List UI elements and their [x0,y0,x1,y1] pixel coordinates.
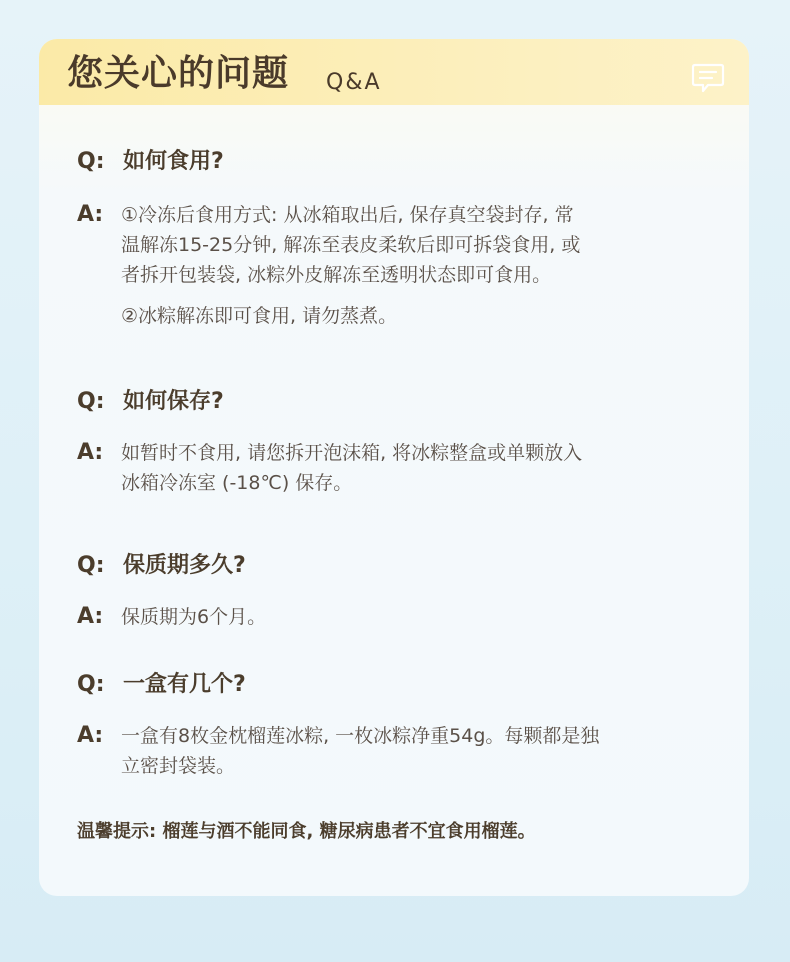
answer-line: 保质期为6个月。 [121,606,267,628]
answer-line: ①冷冻后食用方式: 从冰箱取出后, 保存真空袋封存, 常 [121,204,574,226]
answer-1-extra: ②冰粽解冻即可食用, 请勿蒸煮。 [121,305,398,327]
answer-line: 冰箱冷冻室 (-18℃) 保存。 [121,472,353,494]
question-1 [77,147,224,177]
answer-2-prefix: A: [77,440,104,465]
card-header [39,39,749,105]
answer-line: 立密封袋装。 [121,755,236,777]
answer-3-prefix: A: [77,604,104,629]
answer-3 [121,602,696,632]
question-text: 如何保存? [123,389,224,414]
page-title: 您关心的问题 [67,53,290,94]
q-prefix: Q: [77,149,105,174]
question-3 [77,551,246,581]
answer-line: 如暂时不食用, 请您拆开泡沫箱, 将冰粽整盒或单颗放入 [121,442,583,464]
answer-line: 一盒有8枚金枕榴莲冰粽, 一枚冰粽净重54g。每颗都是独 [121,725,600,747]
answer-line: 者拆开包装袋, 冰粽外皮解冻至透明状态即可食用。 [121,264,552,286]
question-2 [77,387,224,417]
question-text: 保质期多久? [123,553,246,578]
answer-4 [121,721,696,781]
question-4 [77,670,246,700]
q-prefix: Q: [77,389,105,414]
chat-bubble-icon [691,62,725,94]
warm-tip: 温馨提示: 榴莲与酒不能同食, 糖尿病患者不宜食用榴莲。 [77,821,536,842]
q-prefix: Q: [77,553,105,578]
page-subtitle: Q&A [326,70,382,95]
question-text: 如何食用? [123,149,224,174]
answer-1-prefix: A: [77,202,104,227]
q-prefix: Q: [77,672,105,697]
answer-line: 温解冻15-25分钟, 解冻至表皮柔软后即可拆袋食用, 或 [121,234,581,256]
answer-4-prefix: A: [77,723,104,748]
answer-1 [121,200,696,290]
answer-2 [121,438,696,498]
question-text: 一盒有几个? [123,672,246,697]
